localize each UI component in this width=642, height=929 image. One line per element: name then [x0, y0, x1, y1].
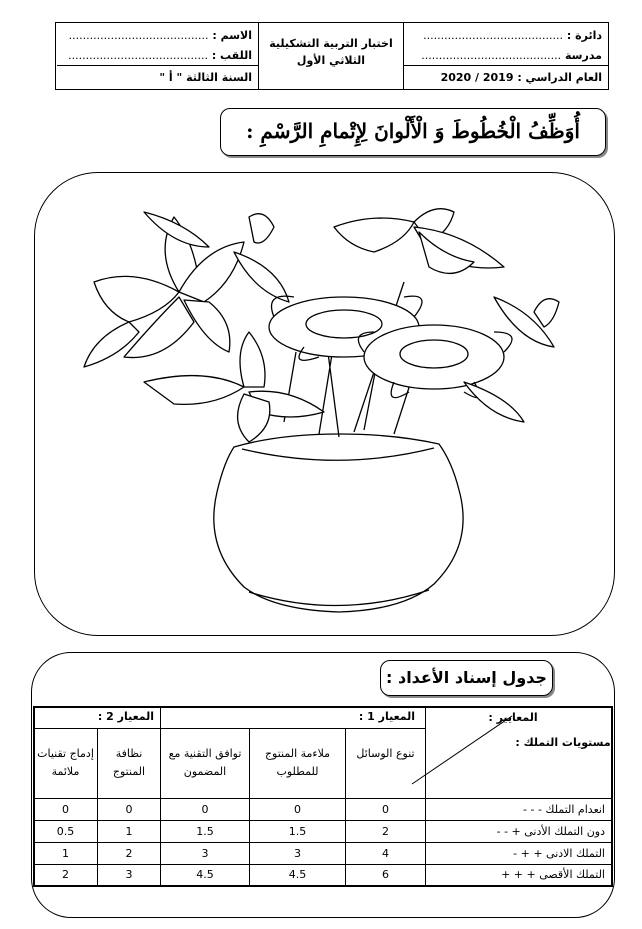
header-exam-title: [258, 23, 403, 89]
table-cell: 1: [62, 846, 69, 860]
region-label: دائرة :: [566, 29, 602, 42]
criteria-label: المعايير :: [488, 711, 538, 725]
levels-label: مستويات التملك :: [515, 736, 611, 750]
school-dots: ........................................: [421, 49, 562, 62]
name-dots: ........................................: [68, 29, 209, 42]
table-cell: 0: [294, 802, 301, 816]
table-cell: 2: [62, 868, 69, 882]
flower-vase-illustration: [34, 172, 615, 636]
header-school-info: [403, 23, 608, 89]
name-label: الاسم :: [212, 29, 252, 42]
surname-line: [63, 49, 252, 62]
school-year: العام الدراسي : 2019 / 2020: [440, 71, 602, 84]
exam-subject: اختبار التربية التشكيلية: [269, 37, 393, 50]
table-cell: 0: [125, 802, 133, 816]
class-label: السنة الثالثة " أ ": [159, 71, 252, 84]
grading-title: جدول إسناد الأعداد :: [380, 660, 553, 696]
subcol-cleanliness: نظافة المنتوج: [112, 747, 146, 778]
school-line: [410, 49, 602, 62]
region-line: [410, 29, 602, 42]
grading-table: [33, 706, 613, 886]
table-cell: 0: [382, 802, 389, 816]
header-divider: [404, 65, 608, 66]
region-dots: ........................................: [423, 29, 564, 42]
table-cell: 1.5: [288, 824, 307, 838]
table-cell: 3: [125, 868, 133, 882]
table-cell: 6: [382, 868, 389, 882]
table-cell: 2: [382, 824, 389, 838]
level-row-label: انعدام التملك - - -: [523, 802, 605, 816]
table-cell: 0.5: [56, 824, 75, 838]
level-row-label: التملك الادنى + + -: [513, 846, 605, 860]
table-cell: 3: [201, 846, 209, 860]
table-cell: 4.5: [196, 868, 214, 882]
subcol-relevance: ملاءمة المنتوج للمطلوب: [264, 747, 331, 778]
table-cell: 2: [125, 846, 133, 860]
level-row-label: التملك الأقصى + + +: [501, 868, 605, 882]
exam-term: الثلاثي الأول: [296, 54, 366, 67]
table-cell: 1: [125, 824, 133, 838]
instruction-box: أُوَظِّفُ الْخُطُوطَ وَ الْأَلْوانَ لِإِتْمامِ الرَّسْمِ :: [220, 108, 606, 156]
table-cell: 0: [62, 802, 69, 816]
table-cell: 3: [294, 846, 301, 860]
name-line: [63, 29, 252, 42]
subcol-integration: إدماج تقنيات ملائمة: [37, 747, 94, 778]
table-cell: 4.5: [288, 868, 307, 882]
surname-dots: ........................................: [68, 49, 208, 62]
school-label: مدرسة: [565, 49, 602, 62]
table-border: [33, 885, 613, 887]
surname-label: اللقب :: [211, 49, 252, 62]
subcol-technique: توافق التقنية مع المضمون: [168, 747, 242, 778]
table-cell: 0: [201, 802, 209, 816]
criterion-1-header: المعيار 1 :: [358, 710, 416, 724]
header-student-info: [57, 23, 258, 89]
table-cell: 1.5: [196, 824, 214, 838]
table-cell: 4: [382, 846, 389, 860]
criterion-2-header: المعيار 2 :: [97, 710, 155, 724]
level-row-label: دون التملك الأدنى + - -: [496, 824, 605, 838]
header-box: [55, 22, 609, 90]
subcol-variety: تنوع الوسائل: [356, 747, 415, 761]
header-divider: [57, 65, 258, 66]
